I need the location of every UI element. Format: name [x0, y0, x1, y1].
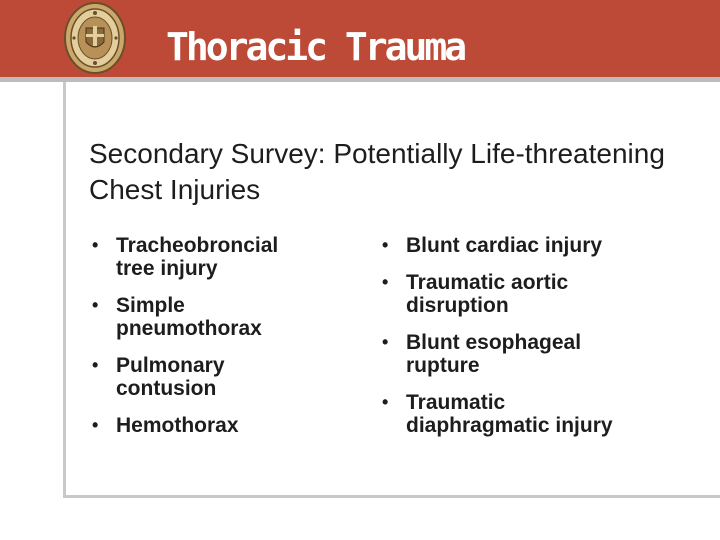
list-item-text: Blunt cardiac injury: [406, 234, 603, 257]
list-item-text: Simple pneumothorax: [116, 294, 262, 340]
bullet-icon: •: [382, 392, 389, 412]
list-item: [382, 271, 632, 317]
header-title: Thoracic Trauma: [166, 25, 465, 69]
left-bullet-list: [92, 234, 322, 451]
list-item: [92, 354, 322, 400]
bullet-icon: •: [92, 415, 99, 435]
list-item: [382, 391, 632, 437]
right-bullet-list: [382, 234, 632, 451]
list-item-text: Hemothorax: [116, 414, 239, 437]
bullet-icon: •: [92, 235, 99, 255]
list-item: [92, 414, 322, 437]
bullet-icon: •: [92, 355, 99, 375]
left-frame-rule: [63, 82, 66, 497]
bullet-icon: •: [382, 235, 389, 255]
list-item-text: Traumatic aortic disruption: [406, 271, 569, 317]
bullet-icon: •: [382, 332, 389, 352]
college-seal-icon: [64, 2, 126, 74]
header-divider: [0, 77, 720, 82]
slide-title: Secondary Survey: Potentially Life-threatening Chest Injuries: [89, 138, 665, 205]
list-item: [92, 234, 322, 280]
list-item: [382, 331, 632, 377]
list-item: [92, 294, 322, 340]
bottom-frame-rule: [63, 495, 720, 498]
list-item-text: Pulmonary contusion: [116, 354, 225, 400]
list-item-text: Tracheobroncial tree injury: [116, 234, 279, 280]
bullet-icon: •: [92, 295, 99, 315]
list-item-text: Blunt esophageal rupture: [406, 331, 582, 377]
bullet-icon: •: [382, 272, 389, 292]
list-item-text: Traumatic diaphragmatic injury: [406, 391, 613, 437]
list-item: [382, 234, 632, 257]
